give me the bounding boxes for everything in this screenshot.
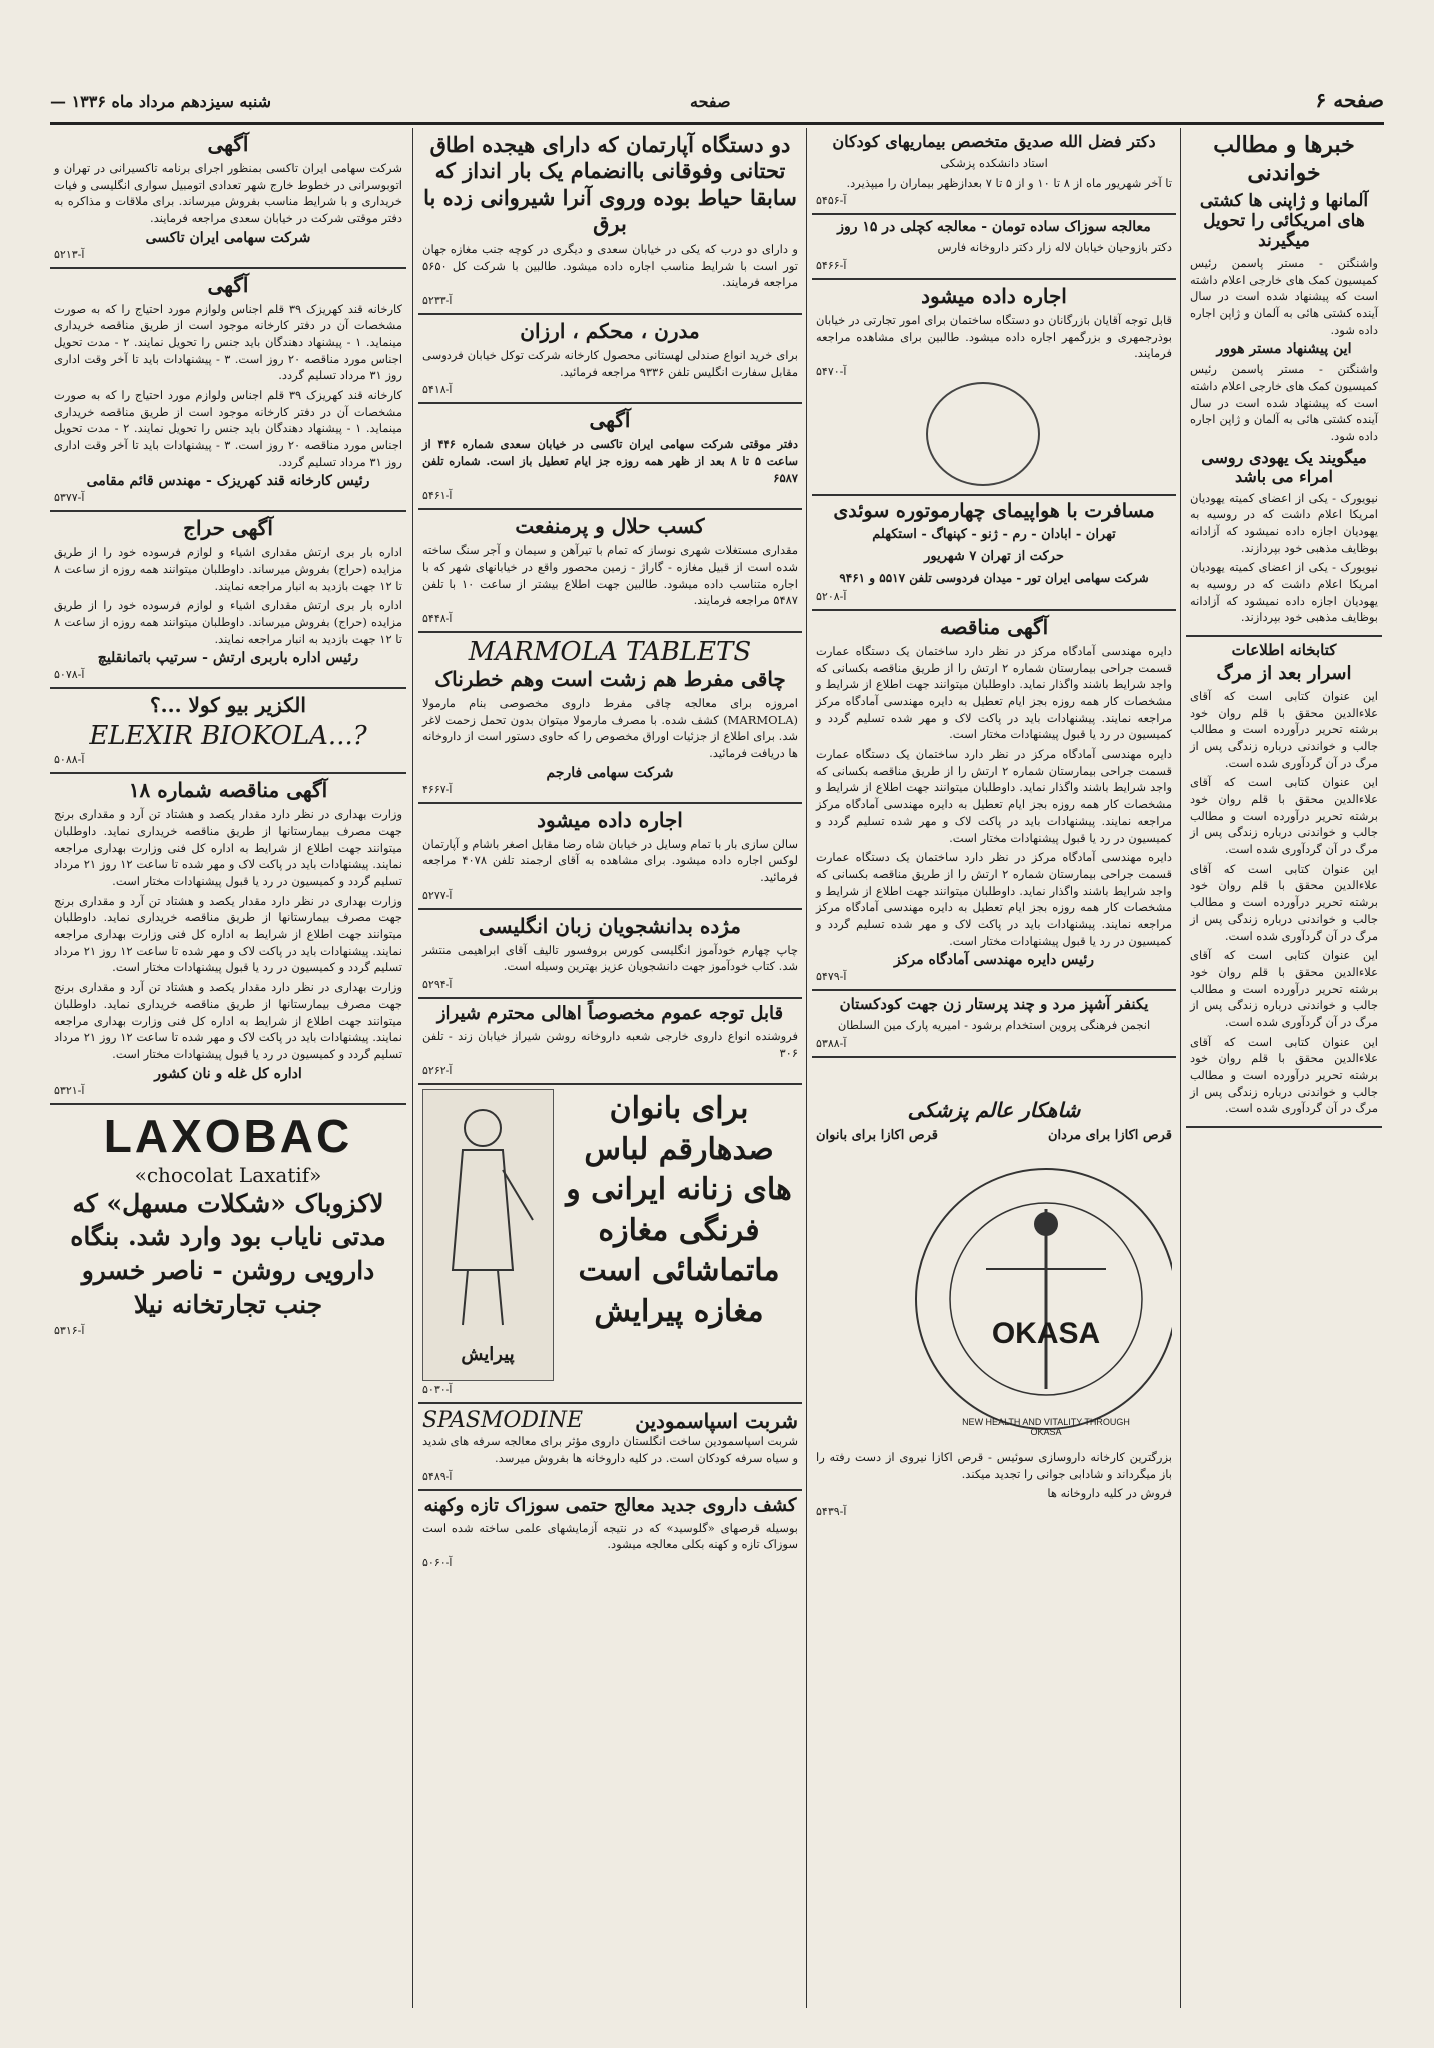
auction-ad <box>50 512 406 689</box>
ad-title: مژده بدانشجویان زبان انگلیسی <box>479 913 741 938</box>
news-item-body: واشنگتن - مستر پاسمن رئیس کمیسیون کمک های خارجی اعلام داشته است که پیشنهاد شده است در سال آینده کشتی هائی به آلمان و ژاپن اجاره داده شود. <box>1190 256 1378 337</box>
ad-latin-title: SPASMODINE <box>422 1408 584 1434</box>
column-rule <box>806 128 807 2008</box>
ad-code: آ-۵۴۱۸ <box>422 383 453 397</box>
ad-body: شرکت سهامی ایران تاکسی بمنظور اجرای برنامه تاکسیرانی در تهران و اتوبوسرانی در خطوط خارج شهر تعدادی اتومبیل سواری انگلیسی و فیات خریداری و با شرایط مناسب بفروش میرساند. برای ملاقات و مذاکره به دفتر موقتی شرکت در خیابان سعدی مراجعه فرمایند. <box>54 161 402 226</box>
ad-code: آ-۵۴۶۶ <box>816 259 847 273</box>
sugar-factory-ad <box>50 269 406 513</box>
staff-ad <box>812 991 1176 1058</box>
ad-title: دکتر فضل الله صدیق متخصص بیماریهای کودکان <box>832 132 1156 151</box>
header-page-number: صفحه ۶ <box>1315 88 1384 112</box>
ad-code: آ-۴۶۶۷ <box>422 782 453 796</box>
ad-code: آ-۵۳۷۷ <box>54 491 85 505</box>
ad-signature: رئیس دایره مهندسی آمادگاه مرکز <box>894 952 1094 969</box>
ad-code: آ-۵۳۲۱ <box>54 1083 85 1097</box>
ad-body: و دارای دو درب که یکی در خیابان سعدی و دیگری در کوچه جنب مغازه جهان تور است با شرایط مناسب اجاره داده میشود. طالبین با شرکت کل ۵۶۵۰ مراجعه فرمایند. <box>422 242 798 290</box>
marmola-ad <box>418 633 802 804</box>
ad-body: مقداری مستغلات شهری نوساز که تمام با تیرآهن و سیمان و آجر سنگ ساخته شده است از قبیل مغازه - گاراژ - زمین محصور واقع در خیابانهای شهر که با اجاره متناسب داده میشود. طالبین جهت اطلاع بیشتر از ساعت ۱۰ با تلفن ۵۴۸۷ مراجعه فرمایند. <box>422 543 798 608</box>
ad-code: آ-۵۲۰۸ <box>816 590 847 604</box>
news-column <box>1186 128 1382 2008</box>
ad-latin-title: ELEXIR BIOKOLA...? <box>89 721 367 752</box>
laxobac-brand: LAXOBAC <box>103 1109 353 1162</box>
pirayesh-ad <box>418 1085 802 1404</box>
column-rule <box>1180 128 1181 2008</box>
book-review: این عنوان کتابی است که آقای علاءالدین محقق با قلم روان خود برشته تحریر درآورده است و مطالب جالب و خواندنی درباره زندگی پس از مرگ در آن گردآوری شده است. <box>1190 861 1378 943</box>
ad-title: کسب حلال و پرمنفعت <box>515 514 705 539</box>
news-heading: خبرها و مطالب خواندنی <box>1213 132 1355 186</box>
ad-code: آ-۵۲۹۴ <box>422 978 453 992</box>
ad-title: آگهی حراج <box>183 516 273 541</box>
book-review: این عنوان کتابی است که آقای علاءالدین محقق با قلم روان خود برشته تحریر درآورده است و مطالب جالب و خواندنی درباره زندگی پس از مرگ در آن گردآوری شده است. <box>1190 948 1378 1029</box>
tender-ad <box>812 611 1176 991</box>
ad-title: کشف داروی جدید معالج حتمی سوزاک تازه وکهنه <box>423 1494 797 1516</box>
ad-signature: شرکت سهامی فارجم <box>546 764 674 781</box>
okasa-ring-text: NEW HEALTH AND VITALITY THROUGH OKASA <box>962 1416 1130 1437</box>
ad-subtitle: استاد دانشکده پزشکی <box>940 156 1048 170</box>
ad-body: دایره مهندسی آمادگاه مرکز در نظر دارد ساختمان یک دستگاه عمارت قسمت جراحی بیمارستان شماره ۲ ارتش را از طریق مناقصه بکسانی که واجد شرایط باشند واگذار نماید. داوطلبان میتوانند جهت اطلاع از شرایط و مشخصات کار همه روزه بجز ایام تعطیل به دایره مهندسی آمادگاه مرکز مراجعه نمایند. پیشنهادات باید در پاکت لاک و مهر شده تسلیم گردد و کمیسیون در رد یا قبول پیشنهادات مختار است. <box>816 850 1172 948</box>
news-section <box>1186 128 1382 637</box>
ad-title: آگهی <box>207 132 249 156</box>
ad-title: آگهی <box>589 408 631 433</box>
ad-title: شربت اسپاسمودین <box>635 1408 798 1433</box>
header-center: صفحه <box>690 92 731 111</box>
ad-title: چاقی مفرط هم زشت است وهم خطرناک <box>434 667 786 692</box>
book-review: این عنوان کتابی است که آقای علاءالدین محقق با قلم روان خود برشته تحریر درآورده است و مطالب جالب و خواندنی درباره زندگی پس از مرگ در آن گردآوری شده است. <box>1190 1034 1378 1116</box>
news-item-title: آلمانها و ژاپنی ها کشتی های امریکائی را تحویل میگیرند <box>1199 191 1369 251</box>
ad-body: فروشنده انواع داروی خارجی شعبه داروخانه روشن شیراز خیابان زند - تلفن ۳۰۶ <box>422 1029 798 1060</box>
spasmodine-ad <box>418 1404 802 1490</box>
shiraz-ad <box>418 999 802 1085</box>
ad-latin-title: MARMOLA TABLETS <box>468 637 752 668</box>
ad-body: امروزه برای معالجه چاقی مفرط داروی مخصوصی بنام مارمولا (MARMOLA) کشف شده. با مصرف مارمولا میتوان بدون تحمل زحمت لاغر شد. برای اطلاع از جزئیات اوراق مخصوص را که حاوی دستور است از داروخانه ها دریافت فرمائید. <box>422 696 798 761</box>
ad-title: اجاره داده میشود <box>921 284 1067 309</box>
flight-date: حرکت از تهران ۷ شهریور <box>924 548 1064 564</box>
ad-signature: رئیس اداره باربری ارتش - سرتیپ باتمانقلیچ <box>97 650 359 667</box>
ad-signature: رئیس کارخانه قند کهریزک - مهندس قائم مقامی <box>86 473 370 490</box>
ad-body: اداره بار بری ارتش مقداری اشیاء و لوازم فرسوده خود را از طریق مزایده (حراج) بفروش میرساند. داوطلبان میتوانند همه روزه از ساعت ۸ تا ۱۲ جهت بازدید به انبار مراجعه نمایند. <box>54 545 402 593</box>
news-item-title: میگویند یک یهودی روسی امراء می باشد <box>1201 447 1367 486</box>
ad-body: سالن سازی بار با تمام وسایل در خیابان شاه رضا مقابل اصغر باشام و آپارتمان لوکس اجاره داده میشود. برای مشاهده به آقای ارجمند تلفن ۴۰۷۸ مراجعه فرمائید. <box>422 836 798 885</box>
ad-code: آ-۵۲۶۲ <box>422 1064 453 1078</box>
flight-contact: شرکت سهامی ایران تور - میدان فردوسی تلفن ۵۵۱۷ و ۹۴۶۱ <box>839 570 1149 585</box>
ad-body: چاپ چهارم خودآموز انگلیسی کورس بروفسور تالیف آقای ابراهیمی منتشر شد. کتاب خودآموز جهت دانشجویان عزیز بهترین وسیله است. <box>422 942 798 974</box>
doctor-ad <box>812 128 1176 215</box>
ads-column-4 <box>50 128 406 2008</box>
ad-code: آ-۵۰۷۸ <box>54 668 85 682</box>
ad-body: قابل توجه آقایان بازرگانان دو دستگاه ساختمان برای امور تجارتی در خیابان بوذرجمهری و بزرگمهر اجاره داده میشود. طالبین برای مشاهده مراجعه فرمایند. <box>816 313 1172 361</box>
clinic-ad <box>812 215 1176 280</box>
ad-body: برای خرید انواع صندلی لهستانی محصول کارخانه شرکت توکل خیابان فردوسی مقابل سفارت انگلیس تلفن ۹۳۳۶ مراجعه فرمائید. <box>422 348 798 379</box>
ad-title: آگهی <box>207 272 249 297</box>
page-header <box>50 88 1384 125</box>
book-title: اسرار بعد از مرگ <box>1216 663 1352 685</box>
salon-rental-ad <box>418 804 802 910</box>
ad-code: آ-۵۴۷۰ <box>816 365 847 379</box>
woman-illustration-icon <box>422 1089 554 1381</box>
apartment-ad <box>418 128 802 315</box>
furniture-ad <box>418 315 802 404</box>
ad-body: بزرگترین کارخانه داروسازی سوئیس - قرص اکازا نیروی از دست رفته را باز میگرداند و شادابی جوانی را تجدید میکند. <box>816 1449 1172 1481</box>
ads-column-3 <box>418 128 802 2008</box>
ad-title: شاهکار عالم پزشکی <box>907 1097 1081 1122</box>
column-rule <box>412 128 413 2008</box>
laxobac-subtitle: «chocolat Laxatif» <box>134 1162 322 1187</box>
ad-code: آ-۵۲۳۳ <box>422 294 453 308</box>
tender-18-ad <box>50 774 406 1104</box>
ad-title: قابل توجه عموم مخصوصاً اهالی محترم شیراز <box>436 1003 784 1025</box>
rental-ad <box>812 280 1176 496</box>
header-date: — شنبه سیزدهم مرداد ماه ۱۳۳۶ <box>50 92 272 111</box>
ad-code: آ-۵۴۷۹ <box>816 970 847 984</box>
ad-body: فروش در کلیه داروخانه ها <box>1047 1486 1172 1501</box>
ad-body: وزارت بهداری در نظر دارد مقدار یکصد و هشتاد تن آرد و مقداری برنج جهت مصرف بیمارستانها از طریق مناقصه خریداری نماید. داوطلبان میتوانند جهت اطلاع از شرایط به اداره کل فنی وزارت بهداری مراجعه نمایند. پیشنهادات باید در پاکت لاک و مهر شده تا ساعت ۱۲ روز ۲۱ مرداد تسلیم گردد و کمیسیون در رد یا قبول پیشنهادات مختار است. <box>54 980 402 1061</box>
pirayesh-logo: پیرایش <box>461 1344 515 1366</box>
news-item-body: نیویورک - یکی از اعضای کمیته یهودیان امریکا اعلام داشت که در روسیه به یهودیان اجازه داده نمیشود که آزادانه بوظایف مذهبی خود بپردازند. <box>1190 490 1378 555</box>
news-item-body: واشنگتن - مستر پاسمن رئیس کمیسیون کمک های خارجی اعلام داشته است که پیشنهاد شده است در سال آینده کشتی هائی به آلمان و ژاپن اجاره داده شود. <box>1190 362 1378 444</box>
okasa-emblem-icon <box>816 1149 1172 1449</box>
ad-title: آگهی مناقصه شماره ۱۸ <box>128 778 328 803</box>
ad-body: اداره بار بری ارتش مقداری اشیاء و لوازم فرسوده خود را از طریق مزایده (حراج) بفروش میرساند. داوطلبان میتوانند همه روزه از ساعت ۸ تا ۱۲ جهت بازدید به انبار مراجعه نمایند. <box>54 598 402 646</box>
ad-code: آ-۵۰۸۸ <box>54 753 85 767</box>
ad-code: آ-۵۴۸۹ <box>422 1469 453 1483</box>
okasa-women-label: قرص اکازا برای بانوان <box>816 1127 938 1143</box>
ad-body: دکتر بازوحیان خیابان لاله زار دکتر داروخانه فارس <box>937 240 1172 255</box>
ad-body: وزارت بهداری در نظر دارد مقدار یکصد و هشتاد تن آرد و مقداری برنج جهت مصرف بیمارستانها از طریق مناقصه خریداری نماید. داوطلبان میتوانند جهت اطلاع از شرایط به اداره کل فنی وزارت بهداری مراجعه نمایند. پیشنهادات باید در پاکت لاک و مهر شده تا ساعت ۱۲ روز ۲۱ مرداد تسلیم گردد و کمیسیون در رد یا قبول پیشنهادات مختار است. <box>54 807 402 889</box>
ad-title: الکزیر بیو کولا ...؟ <box>150 693 306 718</box>
ad-code: آ-۵۴۳۹ <box>816 1504 847 1518</box>
okasa-emblem <box>816 1149 1172 1449</box>
ad-code: آ-۵۲۷۷ <box>422 888 453 902</box>
ad-body: شربت اسپاسمودین ساخت انگلستان داروی مؤثر برای معالجه سرفه های شدید و سیاه سرفه کودکان است. در کلیه داروخانه ها بفروش میرسد. <box>422 1434 798 1466</box>
ad-body: کارخانه قند کهریزک ۳۹ قلم اجناس ولوازم مورد احتیاج را که به صورت مشخصات آن در دفتر کارخانه موجود است از طریق مناقصه خریداری مینماید. ۱ - پیشنهاد دهندگان باید جنس را تحویل نمایند. ۲ - مدت تحویل اجناس مورد مناقصه ۲۰ روز است. ۳ - پیشنهادات باید تا آخر وقت اداری روز ۳۱ مرداد تسلیم گردد. <box>54 388 403 469</box>
taxi-ad <box>50 128 406 269</box>
ad-body: دایره مهندسی آمادگاه مرکز در نظر دارد ساختمان یک دستگاه عمارت قسمت جراحی بیمارستان شماره ۲ ارتش را از طریق مناقصه بکسانی که واجد شرایط باشند واگذار نماید. داوطلبان میتوانند جهت اطلاع از شرایط و مشخصات کار همه روزه بجز ایام تعطیل به دایره مهندسی آمادگاه مرکز مراجعه نمایند. پیشنهادات باید در پاکت لاک و مهر شده تسلیم گردد و کمیسیون در رد یا قبول پیشنهادات مختار است. <box>816 747 1172 845</box>
ads-column-2 <box>812 128 1176 2008</box>
ad-signature: شرکت سهامی ایران تاکسی <box>145 229 311 246</box>
property-ad <box>418 510 802 633</box>
ad-signature: اداره کل غله و نان کشور <box>154 1065 302 1082</box>
ad-title: مسافرت با هواپیمای چهارموتوره سوئدی <box>833 500 1155 523</box>
flight-ad <box>812 496 1176 611</box>
ad-title: آگهی مناقصه <box>939 615 1049 640</box>
library-section <box>1186 637 1382 1128</box>
ad-code: آ-۵۳۸۸ <box>816 1036 847 1050</box>
pirayesh-text: برای بانوان صدهارقم لباس های زنانه ایرانی و فرنگی مغازه ماتماشائی است مغازه پیرایش <box>566 1091 792 1329</box>
news-item-body: نیویورک - یکی از اعضای کمیته یهودیان امریکا اعلام داشت که در روسیه به یهودیان اجازه داده نمیشود که آزادانه بوظایف مذهبی خود بپردازند. <box>1190 560 1378 625</box>
ad-code: آ-۵۰۳۰ <box>422 1383 453 1397</box>
book-review: این عنوان کتابی است که آقای علاءالدین محقق با قلم روان خود برشته تحریر درآورده است و مطالب جالب و خواندنی درباره زندگی پس از مرگ در آن گردآوری شده است. <box>1190 689 1378 770</box>
ad-title: یکنفر آشپز مرد و چند پرستار زن جهت کودکستان <box>839 995 1149 1014</box>
ad-code: آ-۵۰۶۰ <box>422 1556 453 1570</box>
ad-body: دایره مهندسی آمادگاه مرکز در نظر دارد ساختمان یک دستگاه عمارت قسمت جراحی بیمارستان شماره ۲ ارتش را از طریق مناقصه بکسانی که واجد شرایط باشند واگذار نماید. داوطلبان میتوانند جهت اطلاع از شرایط و مشخصات کار همه روزه بجز ایام تعطیل به دایره مهندسی آمادگاه مرکز مراجعه نمایند. پیشنهادات باید در پاکت لاک و مهر شده تسلیم گردد و کمیسیون در رد یا قبول پیشنهادات مختار است. <box>816 644 1172 742</box>
flight-route: تهران - ابادان - رم - ژنو - کپنهاگ - استکهلم <box>872 527 1116 543</box>
ad-body: دفتر موقتی شرکت سهامی ایران تاکسی در خیابان سعدی شماره ۴۴۶ از ساعت ۵ تا ۸ بعد از ظهر همه روزه جز ایام تعطیل باز است. شماره تلفن ۶۵۸۷ <box>422 437 798 485</box>
ad-title: مدرن ، محکم ، ارزان <box>520 319 700 344</box>
glucid-ad <box>418 1491 802 1575</box>
okasa-ad <box>812 1058 1176 1524</box>
taxi-office-ad <box>418 404 802 510</box>
okasa-brand: OKASA <box>991 1316 1101 1350</box>
ad-title: دو دستگاه آپارتمان که دارای هیجده اطاق تحتانی وفوقانی باانضمام یک بار انداز که سابقا حیاط بوده وروی آنرا شیروانی زده با برق <box>423 132 797 236</box>
stamp-area <box>816 378 1172 488</box>
ad-body: کارخانه قند کهریزک ۳۹ قلم اجناس ولوازم مورد احتیاج را که به صورت مشخصات آن در دفتر کارخانه موجود است از طریق مناقصه خریداری مینماید. ۱ - پیشنهاد دهندگان باید جنس را تحویل نمایند. ۲ - مدت تحویل اجناس مورد مناقصه ۲۰ روز است. ۳ - پیشنهادات باید تا آخر وقت اداری روز ۳۱ مرداد تسلیم گردد. <box>54 301 403 383</box>
round-stamp-icon <box>926 382 1040 486</box>
ad-body: انجمن فرهنگی پروین استخدام برشود - امیریه پارک مین السلطان <box>837 1018 1151 1033</box>
ad-code: آ-۵۲۱۳ <box>54 247 85 261</box>
laxobac-ad <box>50 1105 406 1343</box>
ad-body: وزارت بهداری در نظر دارد مقدار یکصد و هشتاد تن آرد و مقداری برنج جهت مصرف بیمارستانها از طریق مناقصه خریداری نماید. داوطلبان میتوانند جهت اطلاع از شرایط به اداره کل فنی وزارت بهداری مراجعه نمایند. پیشنهادات باید در پاکت لاک و مهر شده تا ساعت ۱۲ روز ۲۱ مرداد تسلیم گردد و کمیسیون در رد یا قبول پیشنهادات مختار است. <box>54 893 402 975</box>
news-item-title: این پیشنهاد مستر هوور <box>1216 341 1352 358</box>
okasa-men-label: قرص اکازا برای مردان <box>1048 1127 1172 1143</box>
library-heading: کتابخانه اطلاعات <box>1231 641 1337 660</box>
english-book-ad <box>418 910 802 999</box>
book-review: این عنوان کتابی است که آقای علاءالدین محقق با قلم روان خود برشته تحریر درآورده است و مطالب جالب و خواندنی درباره زندگی پس از مرگ در آن گردآوری شده است. <box>1190 775 1378 857</box>
biokola-ad <box>50 689 406 774</box>
ad-title: معالجه سوزاک ساده تومان - معالجه کچلی در ۱۵ روز <box>837 219 1151 236</box>
ad-body: بوسیله قرصهای «گلوسید» که در نتیجه آزمایشهای علمی ساخته شده است سوزاک تازه و کهنه بکلی معالجه میشود. <box>422 1520 798 1552</box>
ad-body: تا آخر شهریور ماه از ۸ تا ۱۰ و از ۵ تا ۷ بعدازظهر بیماران را میپذیرد. <box>846 175 1172 190</box>
ad-title: اجاره داده میشود <box>537 807 683 832</box>
laxobac-text: لاکزوباک «شکلات مسهل» که مدتی نایاب بود وارد شد. بنگاه دارویی روشن - ناصر خسرو جنب تجارتخانه نیلا <box>70 1188 386 1319</box>
ad-code: آ-۵۴۴۸ <box>422 612 453 626</box>
ad-code: آ-۵۴۶۱ <box>422 489 453 503</box>
ad-code: آ-۵۴۵۶ <box>816 194 847 208</box>
ad-code: آ-۵۳۱۶ <box>54 1323 85 1337</box>
